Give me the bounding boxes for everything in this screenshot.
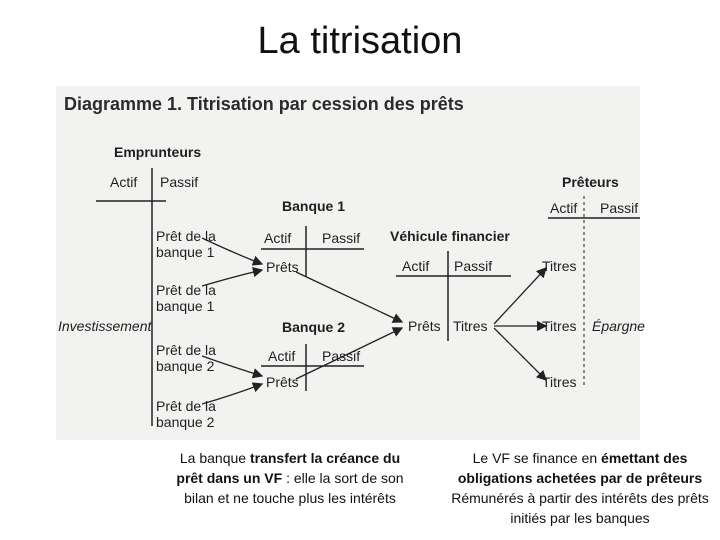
caption-right-post: Rémunérés à partir des intérêts des prêts initiés par les banques (451, 490, 709, 526)
preteurs-title: Prêteurs (562, 174, 619, 190)
emprunteurs-item: Prêt de la banque 1 (156, 282, 216, 314)
banque2-actif: Actif (268, 348, 296, 364)
caption-left-post: : elle la sort de son bilan et ne touche plus les intérêts (184, 470, 404, 506)
caption-left-bold: transfert la créance du prêt dans un VF (176, 450, 401, 486)
arrow-titres-3 (494, 328, 546, 380)
emprunteurs-title: Emprunteurs (114, 144, 202, 160)
vehicule-title: Véhicule financier (390, 228, 510, 244)
preteurs-titres: Titres (542, 258, 577, 274)
emprunteurs-item: Prêt de la banque 1 (156, 228, 216, 260)
vehicule-actif: Actif (402, 258, 430, 274)
caption-left (170, 448, 410, 508)
preteurs-epargne: Épargne (592, 318, 645, 334)
emprunteurs-item: Prêt de la banque 2 (156, 342, 216, 374)
caption-right (440, 448, 720, 528)
caption-left-pre: La banque (179, 450, 250, 466)
vehicule-prets: Prêts (408, 318, 441, 334)
banque1-actif: Actif (264, 230, 292, 246)
slide-title: La titrisation (257, 20, 463, 62)
banque1-prets: Prêts (266, 259, 299, 275)
vehicule-titres: Titres (453, 318, 488, 334)
investissement-label: Investissement (58, 318, 152, 334)
emprunteurs-actif: Actif (110, 174, 138, 190)
banque2-passif: Passif (322, 348, 361, 364)
caption-right-pre: Le VF se finance en (472, 450, 602, 466)
diagram-title: Diagramme 1. Titrisation par cession des prêts (64, 94, 464, 114)
preteurs-passif: Passif (600, 200, 639, 216)
preteurs-titres: Titres (542, 374, 577, 390)
banque1-title: Banque 1 (282, 198, 346, 214)
emprunteurs-item: Prêt de la banque 2 (156, 398, 216, 430)
caption-right-bold: émettant des obligations achetées par de prêteurs (457, 450, 703, 486)
arrow-banque1-vf (296, 272, 402, 322)
emprunteurs-passif: Passif (160, 174, 199, 190)
banque1-passif: Passif (322, 230, 361, 246)
preteurs-actif: Actif (550, 200, 578, 216)
vehicule-passif: Passif (454, 258, 493, 274)
banque2-title: Banque 2 (282, 319, 346, 335)
preteurs-titres: Titres (542, 318, 577, 334)
diagram-image (56, 86, 645, 440)
banque2-prets: Prêts (266, 374, 299, 390)
